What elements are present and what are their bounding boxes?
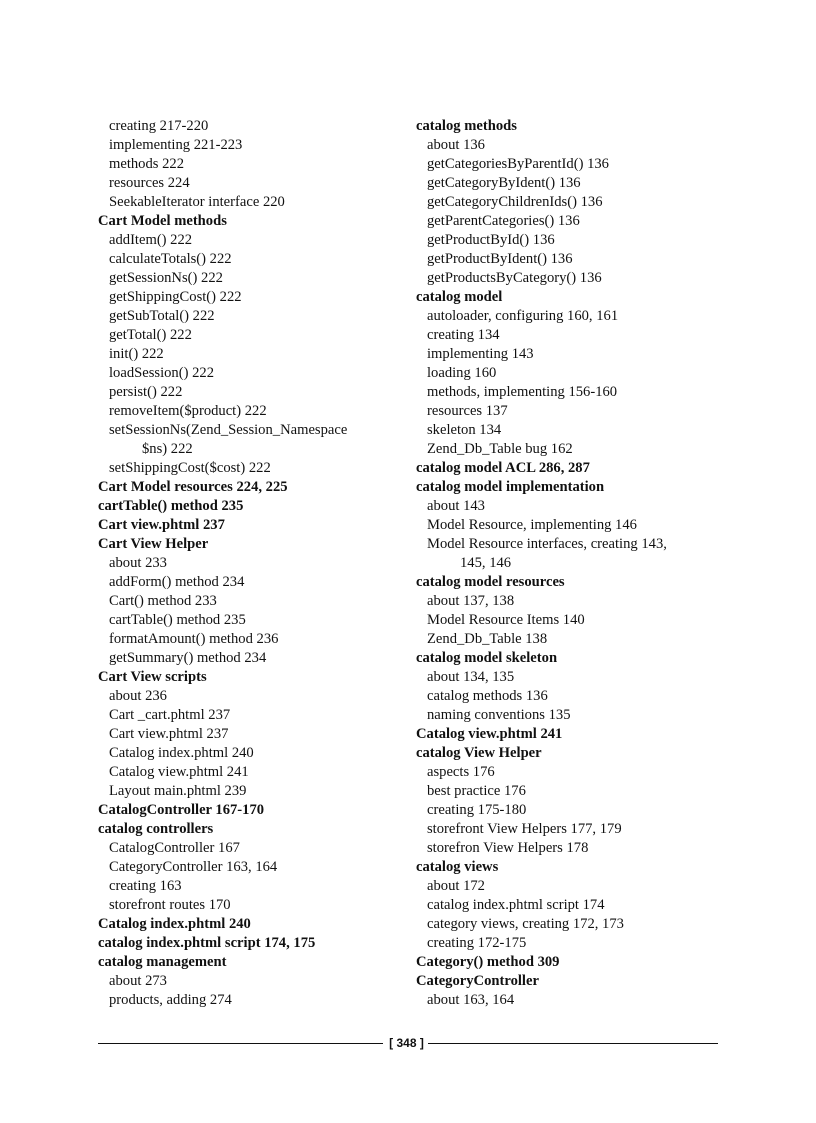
index-subentry: CatalogController 167 (109, 840, 240, 856)
index-subentry: cartTable() method 235 (109, 612, 246, 628)
index-subentry: formatAmount() method 236 (109, 631, 279, 647)
page-footer (98, 1034, 718, 1052)
index-subentry: catalog methods 136 (427, 688, 548, 704)
index-subentry: getProductsByCategory() 136 (427, 270, 602, 286)
index-subentry: init() 222 (109, 346, 164, 362)
index-subentry: creating 175-180 (427, 802, 527, 818)
index-entry: catalog controllers (98, 821, 214, 837)
index-subentry: getTotal() 222 (109, 327, 192, 343)
index-subentry: Zend_Db_Table 138 (427, 631, 548, 647)
index-subentry: creating 172-175 (427, 935, 527, 951)
index-subentry: Cart() method 233 (109, 593, 217, 609)
index-subentry: about 172 (427, 878, 485, 894)
index-entry: catalog model resources (416, 574, 565, 590)
footer-rule-left (98, 1043, 383, 1044)
index-subentry: resources 137 (427, 403, 508, 419)
index-entry: catalog management (98, 954, 227, 970)
index-subentry: autoloader, configuring 160, 161 (427, 308, 619, 324)
index-subentry: getSummary() method 234 (109, 650, 267, 666)
index-column-left (98, 117, 398, 1010)
index-entry: catalog methods (416, 118, 517, 134)
index-subentry: category views, creating 172, 173 (427, 916, 624, 932)
index-subentry: about 134, 135 (427, 669, 515, 685)
index-subentry: storefron View Helpers 178 (427, 840, 589, 856)
index-entry: CategoryController (416, 973, 539, 989)
index-subentry: Model Resource Items 140 (427, 612, 585, 628)
index-subentry: getCategoriesByParentId() 136 (427, 156, 609, 172)
index-entry: catalog model implementation (416, 479, 605, 495)
index-subentry: about 143 (427, 498, 485, 514)
index-subentry: implementing 221-223 (109, 137, 243, 153)
index-subentry: storefront routes 170 (109, 897, 231, 913)
index-continuation: $ns) 222 (142, 441, 193, 457)
index-entry: Cart Model methods (98, 213, 227, 229)
index-subentry: loading 160 (427, 365, 497, 381)
index-subentry: Model Resource interfaces, creating 143, (427, 536, 667, 552)
index-subentry: about 163, 164 (427, 992, 515, 1008)
index-subentry: persist() 222 (109, 384, 183, 400)
index-subentry: catalog index.phtml script 174 (427, 897, 605, 913)
index-entry: CatalogController 167-170 (98, 802, 265, 818)
index-entry: catalog views (416, 859, 499, 875)
index-entry: catalog model skeleton (416, 650, 558, 666)
index-subentry: methods, implementing 156-160 (427, 384, 618, 400)
index-entry: Cart View Helper (98, 536, 209, 552)
index-continuation: 145, 146 (460, 555, 512, 571)
index-subentry: creating 163 (109, 878, 182, 894)
index-entry: Catalog index.phtml 240 (98, 916, 251, 932)
index-subentry: addItem() 222 (109, 232, 193, 248)
index-subentry: setSessionNs(Zend_Session_Namespace (109, 422, 348, 438)
index-subentry: getCategoryChildrenIds() 136 (427, 194, 603, 210)
index-entry: Category() method 309 (416, 954, 560, 970)
index-subentry: getSessionNs() 222 (109, 270, 223, 286)
index-subentry: getProductById() 136 (427, 232, 555, 248)
index-subentry: about 136 (427, 137, 485, 153)
index-subentry: creating 217-220 (109, 118, 209, 134)
index-entry: catalog model (416, 289, 503, 305)
index-subentry: removeItem($product) 222 (109, 403, 267, 419)
index-subentry: CategoryController 163, 164 (109, 859, 278, 875)
index-subentry: products, adding 274 (109, 992, 232, 1008)
index-subentry: about 233 (109, 555, 167, 571)
index-entry: Cart view.phtml 237 (98, 517, 225, 533)
index-subentry: Model Resource, implementing 146 (427, 517, 637, 533)
index-subentry: Layout main.phtml 239 (109, 783, 247, 799)
index-subentry: resources 224 (109, 175, 190, 191)
index-subentry: Cart view.phtml 237 (109, 726, 229, 742)
index-subentry: creating 134 (427, 327, 500, 343)
index-subentry: skeleton 134 (427, 422, 502, 438)
index-subentry: storefront View Helpers 177, 179 (427, 821, 622, 837)
index-entry: Cart View scripts (98, 669, 207, 685)
index-entry: cartTable() method 235 (98, 498, 244, 514)
index-entry: catalog View Helper (416, 745, 542, 761)
index-subentry: Catalog view.phtml 241 (109, 764, 249, 780)
index-subentry: setShippingCost($cost) 222 (109, 460, 271, 476)
index-entry: catalog index.phtml script 174, 175 (98, 935, 316, 951)
index-subentry: getShippingCost() 222 (109, 289, 242, 305)
index-subentry: Cart _cart.phtml 237 (109, 707, 231, 723)
index-subentry: SeekableIterator interface 220 (109, 194, 285, 210)
index-subentry: getSubTotal() 222 (109, 308, 215, 324)
index-subentry: naming conventions 135 (427, 707, 571, 723)
index-subentry: Catalog index.phtml 240 (109, 745, 254, 761)
index-subentry: calculateTotals() 222 (109, 251, 232, 267)
index-subentry: Zend_Db_Table bug 162 (427, 441, 573, 457)
index-entry: Cart Model resources 224, 225 (98, 479, 288, 495)
index-subentry: loadSession() 222 (109, 365, 214, 381)
index-subentry: implementing 143 (427, 346, 534, 362)
footer-rule-right (428, 1043, 718, 1044)
index-entry: Catalog view.phtml 241 (416, 726, 563, 742)
index-entry: catalog model ACL 286, 287 (416, 460, 590, 476)
index-subentry: getCategoryByIdent() 136 (427, 175, 581, 191)
index-subentry: aspects 176 (427, 764, 495, 780)
page-number: [ 348 ] (389, 1036, 424, 1050)
index-subentry: addForm() method 234 (109, 574, 245, 590)
index-subentry: getParentCategories() 136 (427, 213, 580, 229)
index-subentry: best practice 176 (427, 783, 526, 799)
index-subentry: getProductByIdent() 136 (427, 251, 573, 267)
index-subentry: about 273 (109, 973, 167, 989)
index-subentry: methods 222 (109, 156, 184, 172)
index-subentry: about 137, 138 (427, 593, 515, 609)
index-column-right (416, 117, 716, 1010)
index-subentry: about 236 (109, 688, 167, 704)
